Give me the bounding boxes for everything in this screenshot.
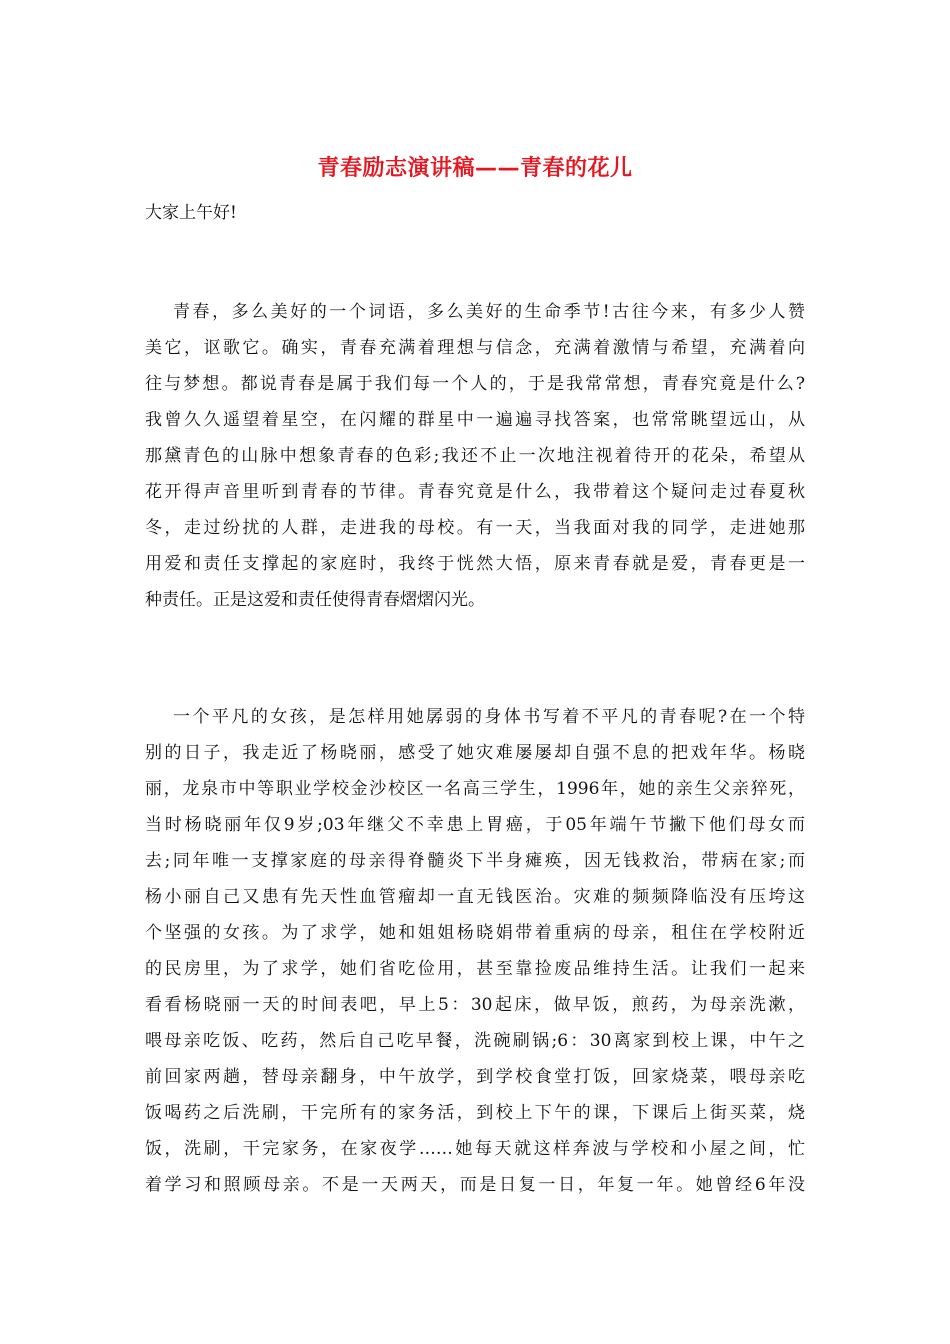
paragraph-line: 看看杨晓丽一天的时间表吧，早上5：30起床，做早饭，煎药，为母亲洗漱， [145, 995, 805, 1015]
paragraph-line: 丽，龙泉市中等职业学校金沙校区一名高三学生，1996年，她的亲生父亲猝死， [145, 779, 805, 799]
paragraph-1 [145, 294, 805, 618]
paragraph-2 [145, 699, 805, 1203]
paragraph-line: 往与梦想。都说青春是属于我们每一个人的，于是我常常想，青春究竟是什么? [145, 374, 805, 394]
paragraph-line: 杨小丽自己又患有先天性血管瘤却一直无钱医治。灾难的频频降临没有压垮这 [145, 887, 805, 907]
paragraph-line: 别的日子，我走近了杨晓丽，感受了她灾难屡屡却自强不息的把戏年华。杨晓 [145, 743, 805, 763]
paragraph-line: 冬，走过纷扰的人群，走进我的母校。有一天，当我面对我的同学，走进她那 [145, 518, 805, 538]
paragraph-line: 前回家两趟，替母亲翻身，中午放学，到学校食堂打饭，回家烧菜，喂母亲吃 [145, 1067, 805, 1087]
paragraph-line: 我曾久久遥望着星空，在闪耀的群星中一遍遍寻找答案，也常常眺望远山，从 [145, 410, 805, 430]
greeting-text: 大家上午好! [145, 203, 237, 223]
paragraph-line: 种责任。正是这爱和责任使得青春熠熠闪光。 [145, 590, 485, 610]
paragraph-line: 的民房里，为了求学，她们省吃俭用，甚至靠捡废品维持生活。让我们一起来 [145, 959, 805, 979]
paragraph-line: 去;同年唯一支撑家庭的母亲得脊髓炎下半身瘫痪，因无钱救治，带病在家;而 [145, 851, 805, 871]
paragraph-line: 一个平凡的女孩，是怎样用她孱弱的身体书写着不平凡的青春呢?在一个特 [173, 707, 805, 727]
paragraph-line: 着学习和照顾母亲。不是一天两天，而是日复一日，年复一年。她曾经6年没 [145, 1175, 805, 1195]
paragraph-line: 青春，多么美好的一个词语，多么美好的生命季节!古往今来，有多少人赞 [173, 302, 805, 322]
paragraph-line: 饭喝药之后洗刷，干完所有的家务活，到校上下午的课，下课后上街买菜，烧 [145, 1103, 805, 1123]
paragraph-line: 美它，讴歌它。确实，青春充满着理想与信念，充满着激情与希望，充满着向 [145, 338, 805, 358]
paragraph-line: 个坚强的女孩。为了求学，她和姐姐杨晓娟带着重病的母亲，租住在学校附近 [145, 923, 805, 943]
paragraph-line: 那黛青色的山脉中想象青春的色彩;我还不止一次地注视着待开的花朵，希望从 [145, 446, 805, 466]
paragraph-line: 饭，洗刷，干完家务，在家夜学……她每天就这样奔波与学校和小屋之间，忙 [145, 1139, 805, 1159]
paragraph-line: 当时杨晓丽年仅9岁;03年继父不幸患上胃癌，于05年端午节撇下他们母女而 [145, 815, 805, 835]
paragraph-line: 花开得声音里听到青春的节律。青春究竟是什么，我带着这个疑问走过春夏秋 [145, 482, 805, 502]
paragraph-line: 喂母亲吃饭、吃药，然后自己吃早餐，洗碗刷锅;6：30离家到校上课，中午之 [145, 1031, 805, 1051]
paragraph-line: 用爱和责任支撑起的家庭时，我终于恍然大悟，原来青春就是爱，青春更是一 [145, 554, 805, 574]
document-title: 青春励志演讲稿——青春的花儿 [317, 156, 633, 181]
